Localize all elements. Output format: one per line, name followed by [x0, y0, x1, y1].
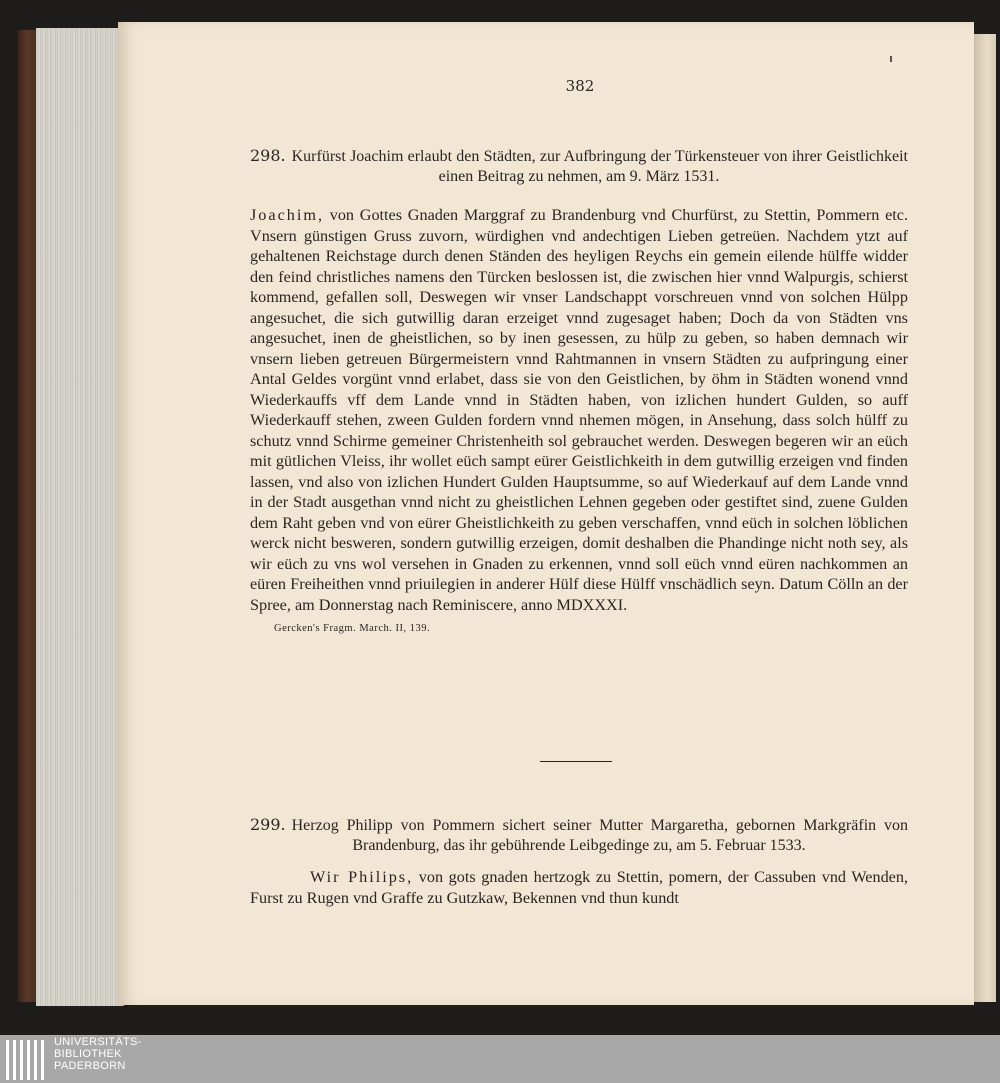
library-name-line1: UNIVERSITÄTS-	[54, 1036, 142, 1048]
page-mark	[890, 56, 892, 62]
body-text: von gots gnaden hertzogk zu Stettin, pomern, der Cassuben vnd Wenden, Furst zu Rugen vnd Graffe zu Gutzkaw, Bekennen vnd thun kundt	[250, 868, 909, 907]
body-first-words: Wir Philips,	[310, 868, 414, 886]
document-298-heading	[250, 146, 908, 187]
library-name-line3: PADERBORN	[54, 1060, 126, 1072]
library-name-line2: BIBLIOTHEK	[54, 1048, 122, 1060]
document-number: 298.	[250, 146, 286, 165]
document-299-heading	[250, 815, 908, 856]
body-first-words: Joachim,	[250, 206, 324, 224]
document-299-body	[250, 867, 908, 908]
heading-text: Herzog Philipp von Pommern sichert seiner Mutter Margaretha, gebornen Markgräfin von Brandenburg, das ihr gebührende Leibgedinge zu, am 5. Februar 1533.	[291, 817, 908, 854]
library-name	[54, 1036, 142, 1072]
page-number: 382	[565, 77, 595, 95]
source-citation: Gercken's Fragm. March. II, 139.	[274, 623, 431, 634]
heading-text: Kurfürst Joachim erlaubt den Städten, zur Aufbringung der Türkensteuer von ihrer Geistlichkeit einen Beitrag zu nehmen, am 9. März 1531.	[291, 148, 908, 185]
page-edges	[36, 28, 124, 1006]
library-footer	[0, 1035, 1000, 1083]
library-logo-icon	[4, 1040, 44, 1080]
next-page-edge	[974, 34, 996, 1002]
document-number: 299.	[250, 815, 286, 834]
section-divider	[540, 761, 612, 762]
body-text: von Gottes Gnaden Marggraf zu Brandenburg vnd Churfürst, zu Stettin, Pommern etc. Vnsern günstigen Gruss zuvorn, würdighen vnd andechtigen Lieben getreüen. Nachdem ytzt auf gehaltenen Reichstage durch denen Ständen des heyligen Reychs ein gemein eilende hülffe widder den feind christliches namens den Türcken beslossen ist, die zwischen hier vnnd Walpurgis, schierst kommend, gefallen soll, Deswegen wir vnser Landschappt vorschreuen vnnd von solchen Hülpp angesuchet, die sich gutwillig daran erzeiget vnnd zugesaget haben; Doch da von Städten vns angesuchet, inen de gheistlichen, so by inen gesessen, zu hülp zu geben, so haben demnach wir vnsern lieben getreuen Bürgermeistern vnnd Rahtmannen in vnsern Städten zu aufpringung einer Antal Geldes vorgünt vnnd erlabet, dass sie von den Geistlichen, by öhm in Städten wonend vnnd Wiederkauffs vff dem Lande vnnd in Städten haben, von izlichen hundert Gulden, so auff Wiederkauff stehen, zween Gulden fordern vnnd nhemen mögen, in Ansehung, dass solch hülff zu schutz vnnd Schirme gemeiner Christenheith sol gebrauchet werden. Deswegen begeren wir an eüch mit gütlichen Vleiss, ihr wollet eüch sampt eürer Geistlichkeith in dem gutwillig erzeigen vnd finden lassen, vnd also von izlichen Hundert Gulden Hauptsumme, so auf Wiederkauf auf dem Lande vnnd in der Stadt ausgethan vnnd nicht zu gheistlichen Lehnen gegeben oder gestiftet sind, zuene Gulden dem Raht geben vnd von eürer Gheistlichkeith zu geben verschaffen, vnnd eüch in solchen löblichen werck nicht besweren, sondern gutwillig erzeigen, domit deshalben die Phandinge nicht noth sey, als wir eüch zu vns wol versehen in Gnaden zu erkennen, vnnd soll eüch vnnd eüren nachkommen an eüren Freiheithen vnnd priuilegien in anderer Hülf diese Hülff vnschädlich seyn. Datum Cölln an der Spree, am Donnerstag nach Reminiscere, anno MDXXXI.	[250, 206, 908, 614]
document-298-body	[250, 205, 908, 634]
